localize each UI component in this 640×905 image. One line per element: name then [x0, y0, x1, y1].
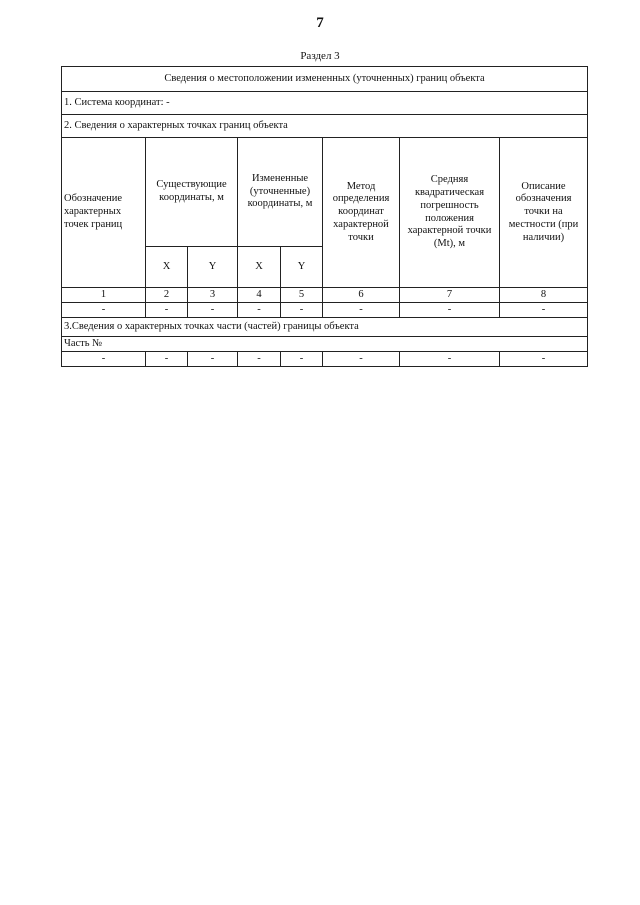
header-changed-coords: Измененные (уточненные) координаты, м: [238, 138, 323, 247]
table-cell: -: [323, 352, 400, 367]
table-cell: -: [146, 352, 188, 367]
table-cell: -: [146, 303, 188, 318]
header-accuracy: Средняя квадратическая погрешность положения характерной точки (Mt), м: [400, 138, 500, 288]
coordinate-system: 1. Система координат: -: [62, 92, 588, 115]
table-row: [62, 352, 588, 367]
header-changed-y: Y: [281, 247, 323, 288]
header-changed-x: X: [238, 247, 281, 288]
table-cell: -: [400, 352, 500, 367]
column-number: 2: [146, 288, 188, 303]
table-cell: -: [281, 352, 323, 367]
column-number: 1: [62, 288, 146, 303]
table-cell: -: [188, 303, 238, 318]
table-cell: -: [500, 352, 588, 367]
points-heading: 2. Сведения о характерных точках границ объекта: [62, 115, 588, 138]
parts-heading: 3.Сведения о характерных точках части (частей) границы объекта: [62, 318, 588, 337]
part-label: Часть №: [62, 337, 588, 352]
column-number: 3: [188, 288, 238, 303]
table-cell: -: [238, 352, 281, 367]
header-existing-x: X: [146, 247, 188, 288]
section-heading: Раздел 3: [300, 50, 340, 62]
boundary-table: [61, 66, 588, 367]
header-method: Метод определения координат характерной точки: [323, 138, 400, 288]
table-cell: -: [281, 303, 323, 318]
header-existing-coords: Существующие координаты, м: [146, 138, 238, 247]
table-cell: -: [500, 303, 588, 318]
table-cell: -: [323, 303, 400, 318]
table-cell: -: [238, 303, 281, 318]
table-cell: -: [188, 352, 238, 367]
table-cell: -: [400, 303, 500, 318]
column-number: 4: [238, 288, 281, 303]
table-cell: -: [62, 352, 146, 367]
column-number: 5: [281, 288, 323, 303]
table-cell: -: [62, 303, 146, 318]
header-designation: Обозначение характерных точек границ: [62, 138, 146, 288]
table-title: Сведения о местоположении измененных (уточненных) границ объекта: [62, 67, 588, 92]
column-number: 8: [500, 288, 588, 303]
column-number: 6: [323, 288, 400, 303]
header-existing-y: Y: [188, 247, 238, 288]
column-number: 7: [400, 288, 500, 303]
page-number: 7: [316, 15, 324, 31]
header-description: Описание обозначения точки на местности (при наличии): [500, 138, 588, 288]
table-row: [62, 303, 588, 318]
column-number-row: [62, 288, 588, 303]
